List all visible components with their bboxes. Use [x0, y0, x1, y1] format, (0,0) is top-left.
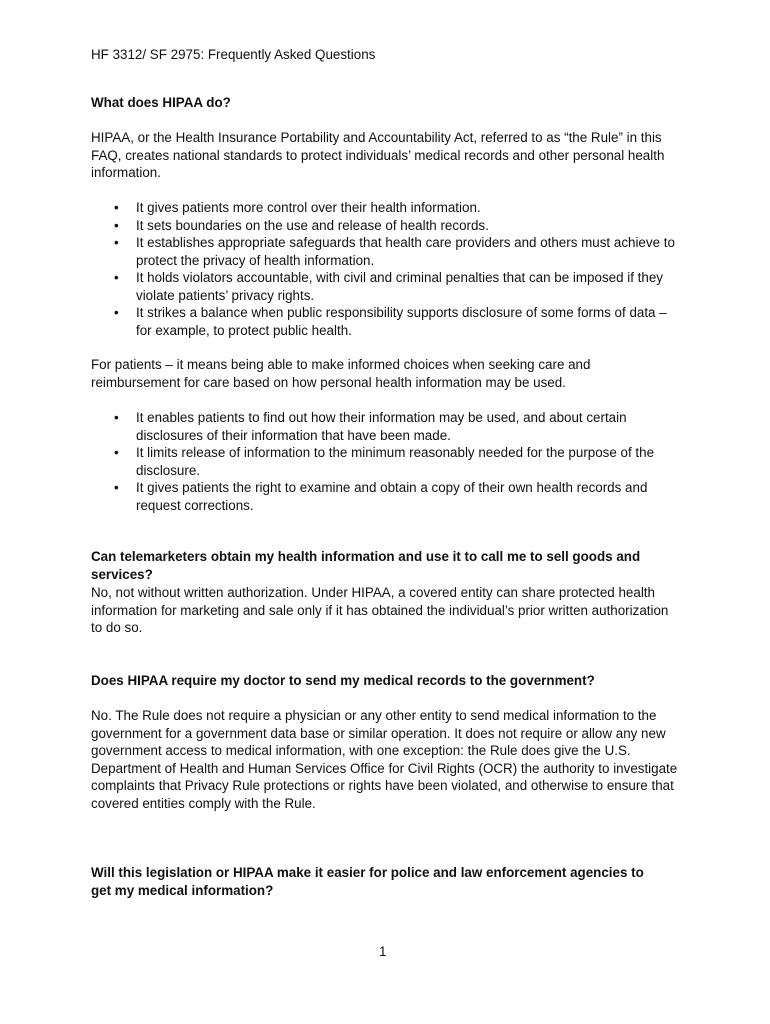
list-item: [91, 409, 686, 444]
section-paragraph-patients: For patients – it means being able to make informed choices when seeking care and reimbursement for care based on how personal health information may be used.: [91, 357, 591, 390]
bullet-icon: •: [114, 217, 119, 233]
list-item-text: It strikes a balance when public responsibility supports disclosure of some forms of data – for example, to protect public health.: [136, 305, 667, 338]
list-item-text: It gives patients more control over their health information.: [136, 200, 481, 215]
bullet-icon: •: [114, 305, 119, 320]
bullet-icon: •: [114, 235, 119, 250]
bullet-list-patients: [91, 409, 686, 514]
bullet-icon: •: [114, 200, 119, 215]
section-heading-hipaa: What does HIPAA do?: [91, 95, 231, 110]
list-item: [91, 479, 686, 514]
bullet-icon: •: [114, 270, 119, 285]
list-item: [91, 217, 686, 235]
list-item-text: It sets boundaries on the use and release of health records.: [136, 217, 489, 233]
list-item: [91, 444, 686, 479]
list-item: [91, 234, 686, 269]
list-item-text: It gives patients the right to examine and obtain a copy of their own health records and request corrections.: [136, 480, 648, 513]
bullet-list-hipaa: [91, 199, 686, 339]
bullet-icon: •: [114, 410, 119, 425]
section-paragraph-government: No. The Rule does not require a physician or any other entity to send medical information to the government for a government data base or similar operation. It does not require or allow any new government access to medical information, with one exception: the Rule does give the U.S. Department of Health and Human Services Office for Civil Rights (OCR) the authority to investigate complaints that Privacy Rule protections or rights have been violated, and otherwise to ensure that covered entities comply with the Rule.: [91, 708, 678, 811]
page-number: 1: [379, 944, 387, 959]
document-title: HF 3312/ SF 2975: Frequently Asked Questions: [91, 47, 376, 62]
list-item: [91, 304, 686, 339]
section-paragraph-telemarketers: No, not without written authorization. Under HIPAA, a covered entity can share protected health information for marketing and sale only if it has obtained the individual’s prior written authorization to do so.: [91, 585, 669, 635]
list-item: [91, 199, 686, 217]
list-item-text: It enables patients to find out how their information may be used, and about certain disclosures of their information that have been made.: [136, 410, 627, 443]
bullet-icon: •: [114, 480, 119, 495]
section-paragraph-hipaa-intro: HIPAA, or the Health Insurance Portability and Accountability Act, referred to as “the Rule” in this FAQ, creates national standards to protect individuals’ medical records and other personal health information.: [91, 130, 665, 180]
section-heading-government: Does HIPAA require my doctor to send my medical records to the government?: [91, 673, 595, 688]
section-heading-law-enforcement: Will this legislation or HIPAA make it easier for police and law enforcement agencies to get my medical information?: [91, 865, 644, 898]
section-heading-telemarketers: Can telemarketers obtain my health information and use it to call me to sell goods and services?: [91, 549, 641, 582]
bullet-icon: •: [114, 445, 119, 460]
list-item-text: It establishes appropriate safeguards that health care providers and others must achieve to protect the privacy of health information.: [136, 235, 675, 268]
list-item-text: It limits release of information to the minimum reasonably needed for the purpose of the disclosure.: [136, 445, 655, 478]
list-item-text: It holds violators accountable, with civil and criminal penalties that can be imposed if they violate patients’ privacy rights.: [136, 270, 663, 303]
list-item: [91, 269, 686, 304]
